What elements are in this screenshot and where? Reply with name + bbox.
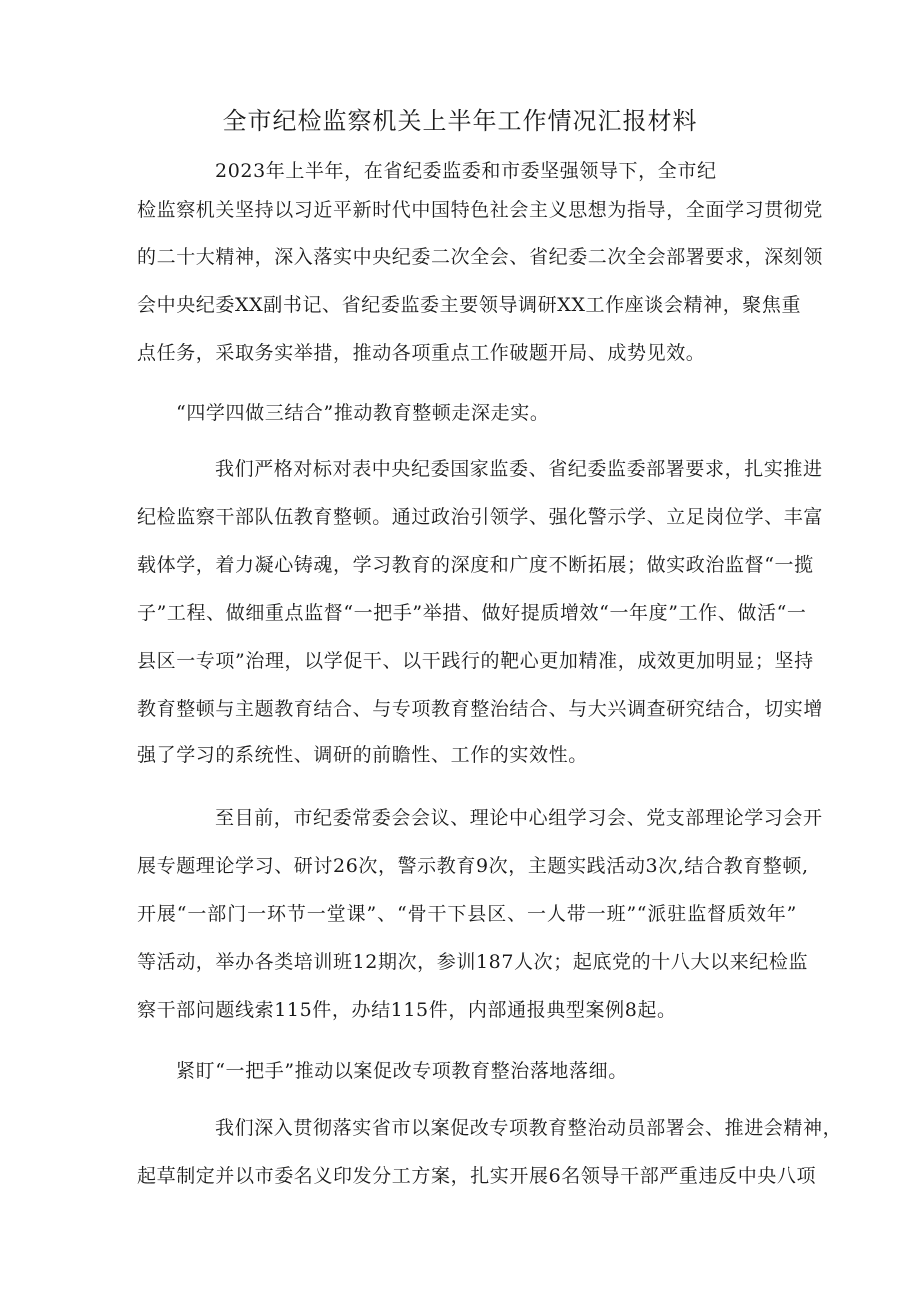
intro-line-1: 2023年上半年，在省纪委监委和市委坚强领导下，全市纪 — [215, 160, 717, 182]
section1-para1-line-6: 教育整顿与主题教育结合、与专项教育整治结合、与大兴调查研究结合，切实增 — [137, 698, 824, 720]
section1-para1-line-4: 子”工程、做细重点监督“一把手”举措、做好提质增效“一年度”工作、做活“一 — [137, 602, 807, 624]
section1-para1-line-5: 县区一专项”治理，以学促干、以干践行的靶心更加精准，成效更加明显；坚持 — [137, 650, 814, 672]
section1-para1-line-1: 我们严格对标对表中央纪委国家监委、省纪委监委部署要求，扎实推进 — [215, 458, 823, 480]
section2-heading: 紧盯“一把手”推动以案促改专项教育整治落地落细。 — [176, 1060, 628, 1082]
intro-line-2: 检监察机关坚持以习近平新时代中国特色社会主义思想为指导，全面学习贯彻党 — [137, 199, 824, 221]
section1-para2-line-1: 至目前，市纪委常委会会议、理论中心组学习会、党支部理论学习会开 — [215, 807, 823, 829]
document-title: 全市纪检监察机关上半年工作情况汇报材料 — [222, 107, 698, 135]
section1-para2-line-5: 察干部问题线索115件，办结115件，内部通报典型案例8起。 — [137, 999, 677, 1021]
section1-para1-line-3: 载体学，着力凝心铸魂，学习教育的深度和广度不断拓展；做实政治监督“一揽 — [137, 554, 814, 576]
intro-line-4: 会中央纪委XX副书记、省纪委监委主要领导调研XX工作座谈会精神，聚焦重 — [137, 294, 802, 316]
intro-line-3: 的二十大精神，深入落实中央纪委二次全会、省纪委二次全会部署要求，深刻领 — [137, 246, 824, 268]
section1-para1-line-7: 强了学习的系统性、调研的前瞻性、工作的实效性。 — [137, 744, 588, 766]
section2-para1-line-2: 起草制定并以市委名义印发分工方案，扎实开展6名领导干部严重违反中央八项 — [137, 1165, 817, 1187]
section1-para2-line-3: 开展“一部门一环节一堂课”、“骨干下县区、一人带一班”“派驻监督质效年” — [137, 903, 797, 925]
section1-para1-line-2: 纪检监察干部队伍教育整顿。通过政治引领学、强化警示学、立足岗位学、丰富 — [137, 506, 824, 528]
section1-heading: “四学四做三结合”推动教育整顿走深走实。 — [176, 402, 550, 424]
section1-para2-line-2: 展专题理论学习、研讨26次，警示教育9次，主题实践活动3次,结合教育整顿, — [137, 855, 809, 877]
section2-para1-line-1: 我们深入贯彻落实省市以案促改专项教育整治动员部署会、推进会精神， — [215, 1117, 843, 1139]
section1-para2-line-4: 等活动，举办各类培训班12期次，参训187人次；起底党的十八大以来纪检监 — [137, 951, 809, 973]
intro-line-5: 点任务，采取务实举措，推动各项重点工作破题开局、成势见效。 — [137, 342, 706, 364]
